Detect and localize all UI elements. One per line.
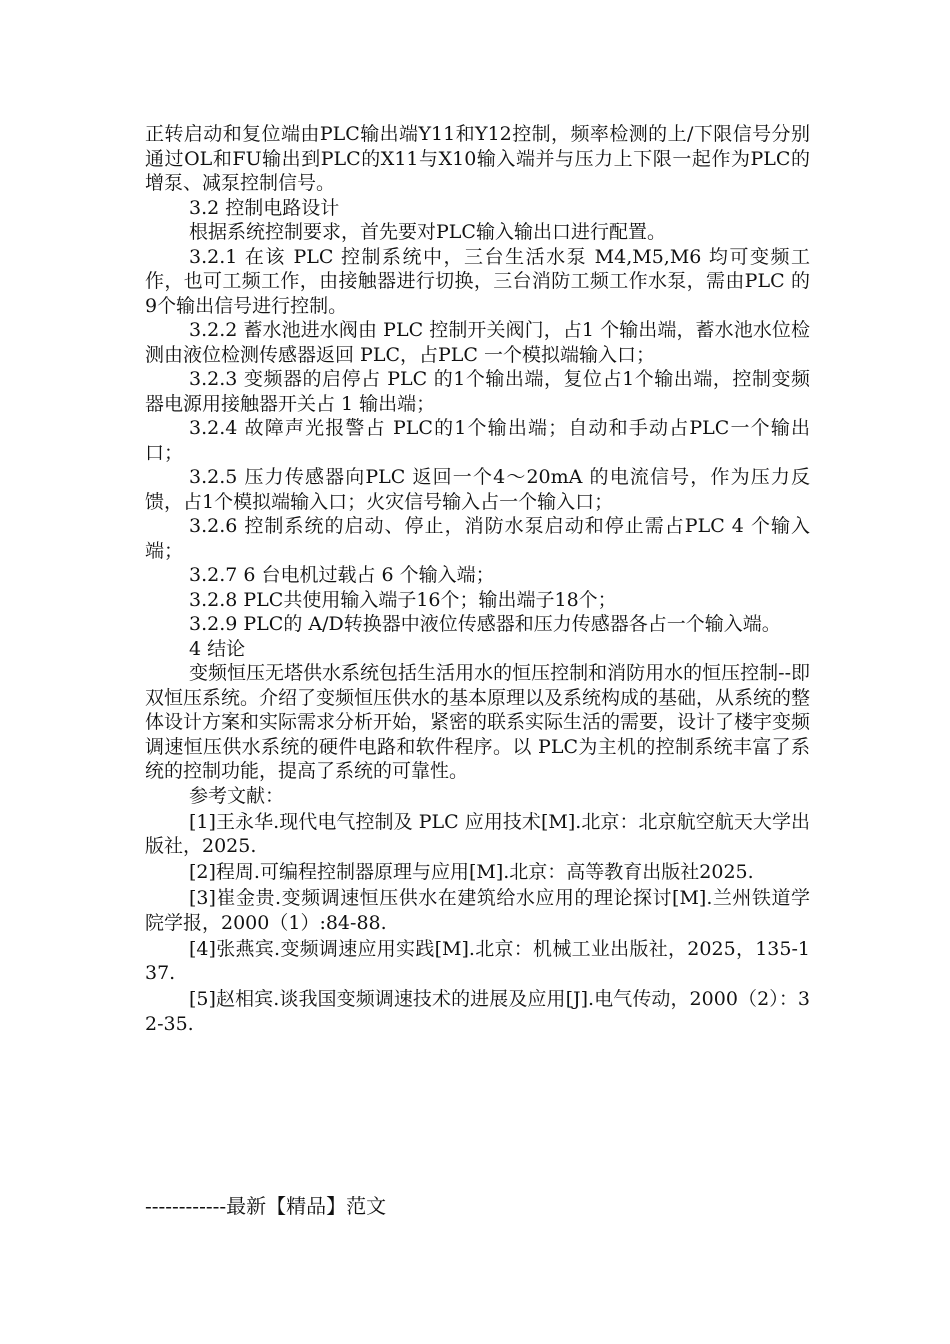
paragraph-io-config: 根据系统控制要求，首先要对PLC输入输出口进行配置。	[189, 221, 666, 243]
paragraph-3-2-4: 3.2.4 故障声光报警占 PLC的1个输出端；自动和手动占PLC一个输出口；	[145, 417, 810, 464]
paragraph-3-2-5: 3.2.5 压力传感器向PLC 返回一个4～20mA 的电流信号，作为压力反馈，占1个模拟端输入口；火灾信号输入占一个输入口；	[145, 466, 810, 513]
reference-item-4: [4]张燕宾.变频调速应用实践[M].北京：机械工业出版社，2025，135-137.	[145, 937, 810, 984]
paragraph-3-2-3: 3.2.3 变频器的启停占 PLC 的1个输出端，复位占1个输出端，控制变频器电源用接触器开关占 1 输出端；	[145, 368, 810, 415]
paragraph-3-2-9: 3.2.9 PLC的 A/D转换器中液位传感器和压力传感器各占一个输入端。	[189, 613, 781, 635]
reference-item-2: [2]程周.可编程控制器原理与应用[M].北京：高等教育出版社2025.	[189, 861, 754, 883]
paragraph-continuation: 正转启动和复位端由PLC输出端Y11和Y12控制，频率检测的上/下限信号分别通过OL和FU输出到PLC的X11与X10输入端并与压力上下限一起作为PLC的增泵、减泵控制信号。	[145, 123, 810, 194]
reference-item-3: [3]崔金贵.变频调速恒压供水在建筑给水应用的理论探讨[M].兰州铁道学院学报，2000（1）:84-88.	[145, 887, 810, 934]
paragraph-3-2-1: 3.2.1 在该 PLC 控制系统中，三台生活水泵 M4,M5,M6 均可变频工作，也可工频工作，由接触器进行切换，三台消防工频工作水泵，需由PLC 的9个输出信号进行控制。	[145, 245, 810, 317]
paragraph-3-2-6: 3.2.6 控制系统的启动、停止，消防水泵启动和停止需占PLC 4 个输入端；	[145, 515, 810, 562]
reference-item-5: [5]赵相宾.谈我国变频调速技术的进展及应用[J].电气传动，2000（2）：32-35.	[145, 988, 810, 1035]
paragraph-conclusion: 变频恒压无塔供水系统包括生活用水的恒压控制和消防用水的恒压控制--即双恒压系统。介绍了变频恒压供水的基本原理以及系统构成的基础，从系统的整体设计方案和实际需求分析开始，紧密的联系实际生活的需要，设计了楼宇变频调速恒压供水系统的硬件电路和软件程序。以 PLC为主机的控制系统丰富了系统的控制功能，提高了系统的可靠性。	[145, 662, 811, 782]
reference-item-1: [1]王永华.现代电气控制及 PLC 应用技术[M].北京：北京航空航天大学出版社，2025.	[145, 810, 810, 857]
section-heading-conclusion: 4 结论	[189, 637, 246, 660]
document-body	[145, 122, 810, 1036]
page-footer: ------------最新【精品】范文	[145, 1194, 387, 1218]
paragraph-3-2-7: 3.2.7 6 台电机过载占 6 个输入端；	[189, 564, 495, 586]
section-heading-3-2: 3.2 控制电路设计	[189, 196, 340, 219]
references-heading: 参考文献：	[189, 784, 285, 807]
paragraph-3-2-2: 3.2.2 蓄水池进水阀由 PLC 控制开关阀门，占1 个输出端，蓄水池水位检测由液位检测传感器返回 PLC，占PLC 一个模拟端输入口；	[145, 319, 810, 366]
paragraph-3-2-8: 3.2.8 PLC共使用输入端子16个；输出端子18个；	[189, 588, 617, 611]
